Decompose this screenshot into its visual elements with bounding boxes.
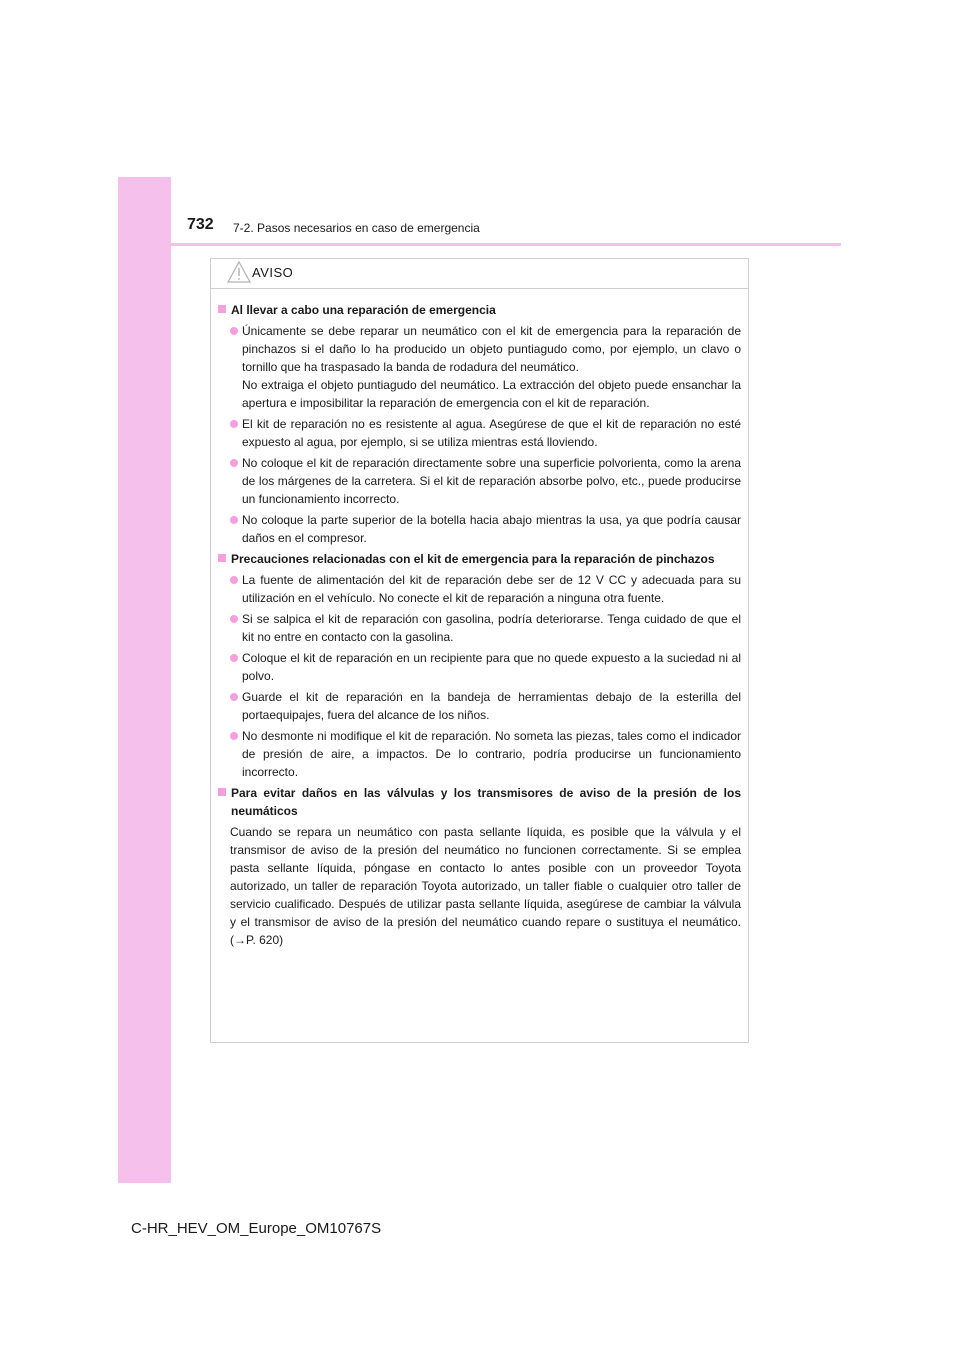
section-title: 7-2. Pasos necesarios en caso de emergencia [233, 221, 480, 235]
section-heading: Al llevar a cabo una reparación de emergencia [218, 301, 741, 319]
list-item: Si se salpica el kit de reparación con gasolina, podría deteriorarse. Tenga cuidado de que el kit no entre en contacto con la gasolina. [218, 610, 741, 646]
list-item: Coloque el kit de reparación en un recipiente para que no quede expuesto a la suciedad ni al polvo. [218, 649, 741, 685]
bullet-dot-icon [230, 654, 238, 662]
warning-label: AVISO [252, 265, 294, 280]
bullet-dot-icon [230, 615, 238, 623]
document-code: C-HR_HEV_OM_Europe_OM10767S [131, 1220, 382, 1237]
bullet-dot-icon [230, 732, 238, 740]
bullet-dot-icon [230, 327, 238, 335]
bullet-dot-icon [230, 576, 238, 584]
warning-header [211, 259, 748, 289]
warning-body [211, 289, 748, 949]
list-item: Guarde el kit de reparación en la bandeja de herramientas debajo de la esterilla del portaequipajes, fuera del alcance de los niños. [218, 688, 741, 724]
bullet-dot-icon [230, 693, 238, 701]
square-bullet-icon [218, 788, 226, 796]
list-item: La fuente de alimentación del kit de reparación debe ser de 12 V CC y adecuada para su utilización en el vehículo. No conecte el kit de reparación a ninguna otra fuente. [218, 571, 741, 607]
page-number: 732 [187, 216, 214, 233]
section-heading: Para evitar daños en las válvulas y los transmisores de aviso de la presión de los neumáticos [218, 784, 741, 820]
section-heading: Precauciones relacionadas con el kit de emergencia para la reparación de pinchazos [218, 550, 741, 568]
square-bullet-icon [218, 554, 226, 562]
bullet-dot-icon [230, 459, 238, 467]
square-bullet-icon [218, 305, 226, 313]
bullet-dot-icon [230, 516, 238, 524]
bullet-dot-icon [230, 420, 238, 428]
list-item: El kit de reparación no es resistente al agua. Asegúrese de que el kit de reparación no esté expuesto al agua, por ejemplo, si se utiliza mientras está lloviendo. [218, 415, 741, 451]
warning-triangle-icon [227, 261, 251, 283]
sidebar-tab [118, 177, 171, 1183]
header-rule [171, 243, 841, 246]
list-item: No coloque la parte superior de la botella hacia abajo mientras la usa, ya que podría causar daños en el compresor. [218, 511, 741, 547]
warning-box [210, 258, 749, 1043]
list-item: No coloque el kit de reparación directamente sobre una superficie polvorienta, como la arena de los márgenes de la carretera. Si el kit de reparación absorbe polvo, etc., puede producirse un funcionamiento incorrecto. [218, 454, 741, 508]
paragraph: Cuando se repara un neumático con pasta sellante líquida, es posible que la válvula y el transmisor de aviso de la presión del neumático no funcionen correctamente. Si se emplea pasta sellante líquida, póngase en contacto lo antes posible con un proveedor Toyota autorizado, un taller de reparación Toyota autorizado, un taller fiable o cualquier otro taller de servicio cualificado. Después de utilizar pasta sellante líquida, asegúrese de cambiar la válvula y el transmisor de aviso de la presión del neumático cuando repare o sustituya el neumático. (→P. 620) [230, 825, 741, 947]
list-item: Únicamente se debe reparar un neumático con el kit de emergencia para la reparación de pinchazos si el daño lo ha producido un objeto puntiagudo como, por ejemplo, un clavo o tornillo que ha traspasado la banda de rodadura del neumático. No extraiga el objeto puntiagudo del neumático. La extracción del objeto puede ensanchar la apertura e imposibilitar la reparación de emergencia con el kit de reparación. [218, 322, 741, 412]
list-item: No desmonte ni modifique el kit de reparación. No someta las piezas, tales como el indicador de presión de aire, a impactos. De lo contrario, podría producirse un funcionamiento incorrecto. [218, 727, 741, 781]
